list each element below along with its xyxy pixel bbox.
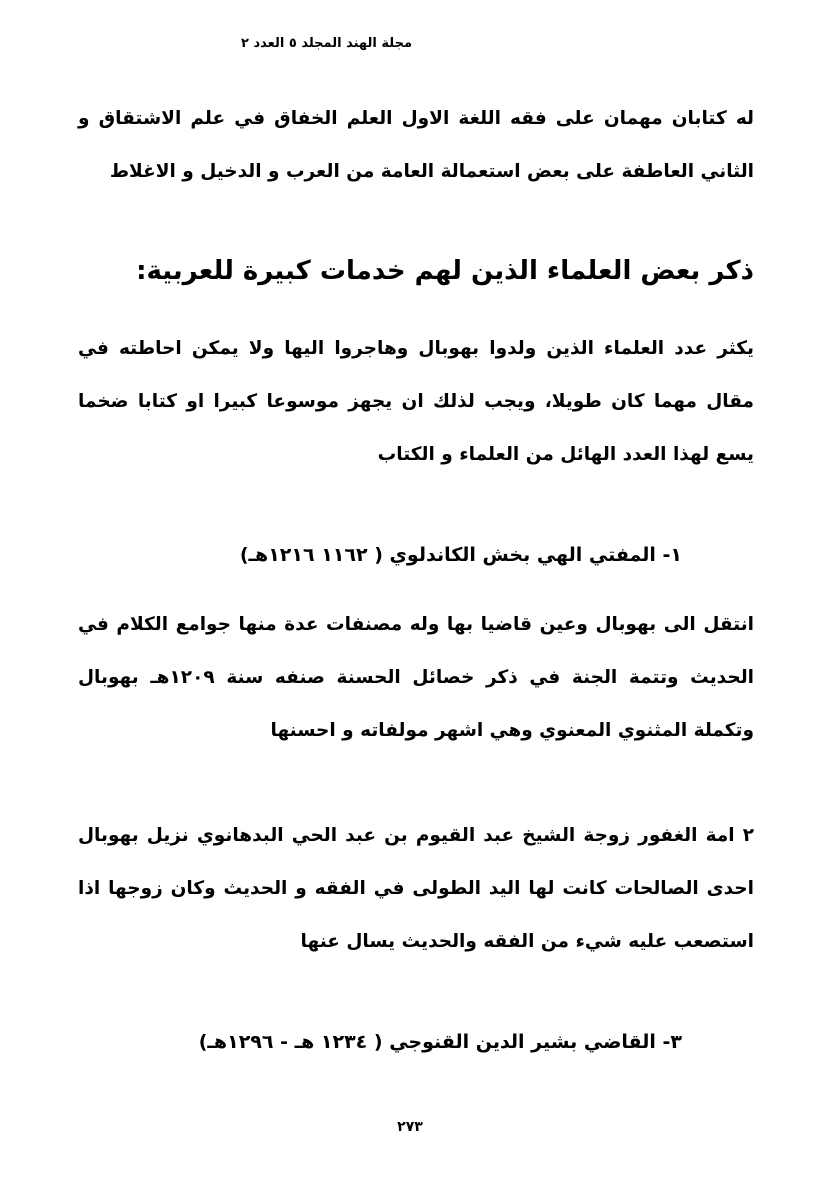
section-heading: ذكر بعض العلماء الذين لهم خدمات كبيرة للعربية: bbox=[136, 256, 754, 286]
entry-heading-3: ٣- القاضي بشير الدين القنوجي ( ١٢٣٤ هـ - ١٢٩٦هـ) bbox=[198, 1031, 682, 1053]
page-number: ٢٧٣ bbox=[397, 1119, 423, 1135]
paragraph-entry-1: انتقل الى بهوبال وعين قاضيا بها وله مصنفات عدة منها جوامع الكلام في الحديث وتتمة الجنة في ذكر خصائل الحسنة صنفه سنة ١٢٠٩هـ بهوبال وتكملة المثنوي المعنوي وهي اشهر مولفاته و احسنها bbox=[78, 614, 754, 741]
paragraph-scholars-intro: يكثر عدد العلماء الذين ولدوا بهوبال وهاجروا اليها ولا يمكن احاطته في مقال مهما كان طويلا، ويجب لذلك ان يجهز موسوعا كبيرا او كتابا ضخما يسع لهذا العدد الهائل من العلماء و الكتاب bbox=[78, 338, 754, 465]
paragraph-entry-2: ٢ امة الغفور زوجة الشيخ عبد القيوم بن عبد الحي البدهانوي نزيل بهوبال احدى الصالحات كانت لها اليد الطولى في الفقه و الحديث وكان زوجها اذا استصعب عليه شيء من الفقه والحديث يسال عنها bbox=[78, 825, 754, 952]
entry-heading-1: ١- المفتي الهي بخش الكاندلوي ( ١١٦٢ ١٢١٦هـ) bbox=[239, 544, 682, 566]
running-header: مجلة الهند المجلد ٥ العدد ٢ bbox=[241, 36, 412, 51]
paragraph-books: له كتابان مهمان على فقه اللغة الاول العلم الخفاق في علم الاشتقاق و الثاني العاطفة على بعض استعمالة العامة من العرب و الدخيل و الاغلاط bbox=[78, 108, 754, 182]
